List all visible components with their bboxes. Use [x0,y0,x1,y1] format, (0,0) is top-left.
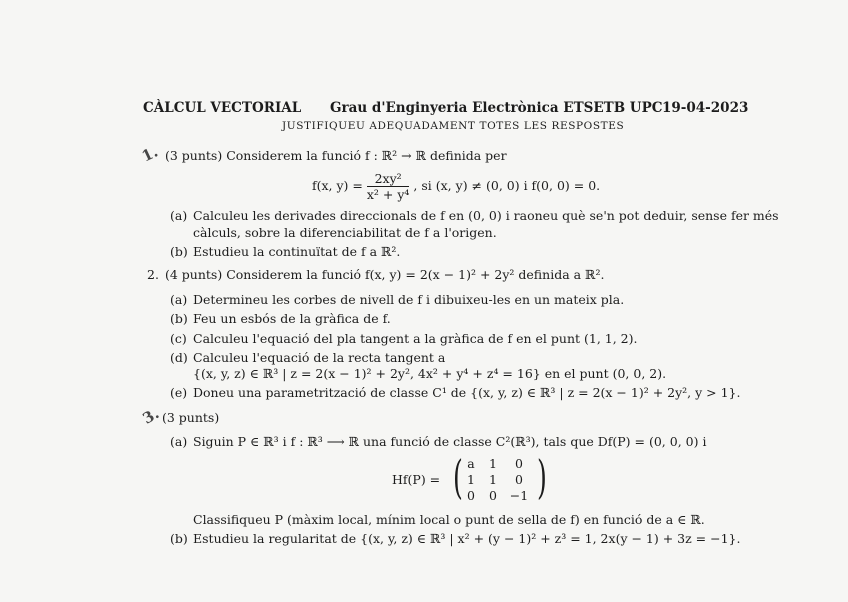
degree-title: Grau d'Enginyeria Electrònica ETSETB UPC [330,100,663,116]
problem-2b-text: Feu un esbós de la gràfica de f. [193,311,391,326]
problem-2-intro: (4 punts) Considerem la funció f(x, y) = 2(x − 1)² + 2y² definida a ℝ². [165,267,605,282]
hessian-lhs: Hf(P) = [392,472,441,487]
problem-2c-text: Calculeu l'equació del pla tangent a la gràfica de f en el punt (1, 1, 2). [193,331,638,346]
problem-1-equation [312,168,600,204]
exam-date: 19-04-2023 [662,100,749,116]
problem-2d-line2: {(x, y, z) ∈ ℝ³ | z = 2(x − 1)² + 2y², 4x² + y⁴ + z⁴ = 16} en el punt (0, 0, 2). [193,366,667,381]
problem-2e-label: (e) [170,385,188,400]
equation-condition: , si (x, y) ≠ (0, 0) i f(0, 0) = 0. [413,178,601,193]
problem-2d-label: (d) [170,350,188,365]
fraction-denominator: x² + y⁴ [366,187,410,202]
problem-1-number: 1. [138,142,161,166]
problem-3a-text: Siguin P ∈ ℝ³ i f : ℝ³ ⟶ ℝ una funció de classe C²(ℝ³), tals que Df(P) = (0, 0, 0) i [193,434,707,449]
problem-3-number: 3. [139,404,163,428]
matrix-cell: 1 [489,472,497,487]
problem-2e-text: Doneu una parametrització de classe C¹ de {(x, y, z) ∈ ℝ³ | z = 2(x − 1)² + 2y², y > 1}. [193,385,741,400]
course-title: CÀLCUL VECTORIAL [143,100,302,116]
hessian-matrix [453,450,547,504]
problem-1a-line1: Calculeu les derivades direccionals de f en (0, 0) i raoneu què se'n pot deduir, sense fer més [193,208,779,223]
matrix-left-paren: ( [453,450,463,504]
matrix-cell: −1 [509,488,529,503]
problem-2d-line1: Calculeu l'equació de la recta tangent a [193,350,446,365]
problem-3b-label: (b) [170,531,188,546]
problem-3a-classify: Classifiqueu P (màxim local, mínim local o punt de sella de f) en funció de a ∈ ℝ. [193,512,705,527]
equation-lhs: f(x, y) = [312,178,363,193]
problem-2b-label: (b) [170,311,188,326]
problem-1-intro: (3 punts) Considerem la funció f : ℝ² → ℝ definida per [165,148,507,163]
problem-3a-label: (a) [170,434,188,449]
matrix-right-paren: ) [537,450,547,504]
equation-fraction [367,171,410,202]
problem-2-number: 2. [147,267,159,282]
matrix-cell: 1 [467,472,475,487]
problem-2c-label: (c) [170,331,187,346]
problem-1a-line2: càlculs, sobre la diferenciabilitat de f a l'origen. [193,225,497,240]
instructions: JUSTIFIQUEU ADEQUADAMENT TOTES LES RESPOSTES [282,120,625,132]
matrix-cell: 1 [489,456,497,471]
problem-3b-text: Estudieu la regularitat de {(x, y, z) ∈ ℝ³ | x² + (y − 1)² + z³ = 1, 2x(y − 1) + 3z = −1}. [193,531,741,546]
matrix-cell: 0 [515,456,523,471]
matrix-cell: 0 [515,472,523,487]
problem-1b-label: (b) [170,244,188,259]
matrix-cell: 0 [467,488,475,503]
matrix-cell: 0 [489,488,497,503]
problem-2a-text: Determineu les corbes de nivell de f i dibuixeu-les en un mateix pla. [193,292,625,307]
problem-1a-label: (a) [170,208,188,223]
matrix-cell: a [467,456,475,471]
problem-1b-text: Estudieu la continuïtat de f a ℝ². [193,244,401,259]
problem-3-intro: (3 punts) [162,410,220,425]
fraction-numerator: 2xy² [367,171,410,187]
problem-2a-label: (a) [170,292,188,307]
